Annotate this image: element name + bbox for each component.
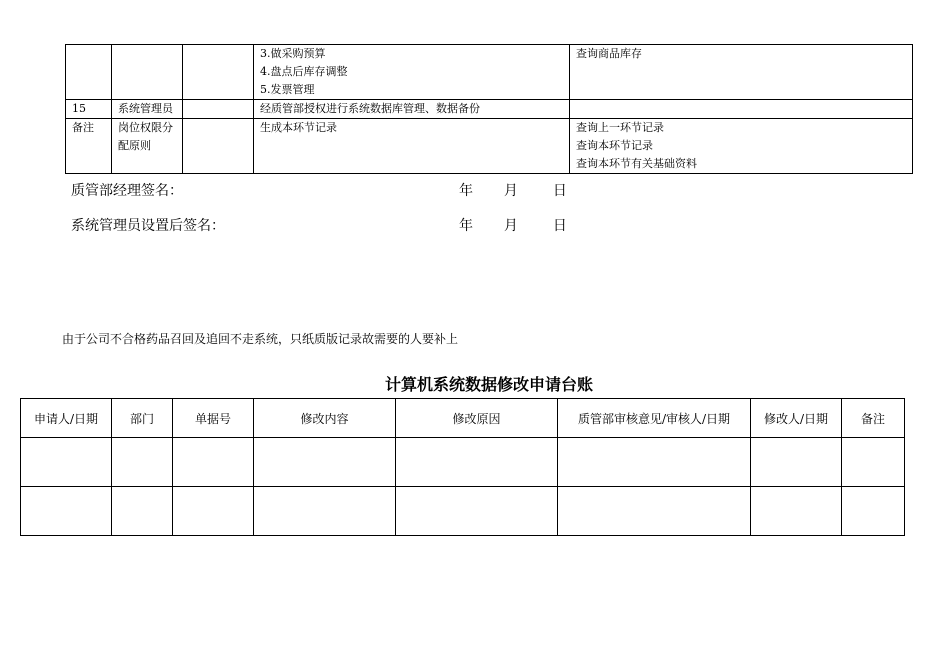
role-cell <box>112 45 183 100</box>
blank-cell <box>183 100 254 119</box>
blank-cell <box>183 119 254 174</box>
cell-line: 生成本环节记录 <box>260 121 337 134</box>
table-cell <box>396 438 558 487</box>
column-header: 修改原因 <box>396 399 558 438</box>
ledger-header-row <box>21 399 905 438</box>
cell-line: 配原则 <box>118 139 151 152</box>
duties-cell <box>254 100 570 119</box>
column-header: 修改内容 <box>254 399 396 438</box>
cell-line: 岗位权限分 <box>118 121 173 134</box>
column-header: 单据号 <box>173 399 254 438</box>
table-row <box>66 119 913 174</box>
qa-manager-signature-label: 质管部经理签名： <box>71 183 183 199</box>
row-number-cell: 15 <box>66 100 112 119</box>
table-cell <box>751 438 842 487</box>
row-number-cell: 备注 <box>66 119 112 174</box>
blank-cell <box>183 45 254 100</box>
cell-line: 查询上一环节记录 <box>576 121 664 134</box>
table-cell <box>396 487 558 536</box>
column-header: 质管部审核意见/审核人/日期 <box>558 399 751 438</box>
table-cell <box>173 438 254 487</box>
table-cell <box>842 438 905 487</box>
recall-note: 由于公司不合格药品召回及追回不走系统，只纸质版记录故需要的人要补上 <box>62 332 459 346</box>
table-cell <box>21 487 112 536</box>
table-cell <box>112 487 173 536</box>
table-cell <box>21 438 112 487</box>
query-permissions-cell <box>570 100 913 119</box>
table-cell <box>254 438 396 487</box>
table-cell <box>558 487 751 536</box>
qa-manager-signature-date <box>459 180 567 200</box>
cell-line: 3.做采购预算 <box>260 47 326 60</box>
year-label: 年 <box>459 218 473 234</box>
permission-table <box>65 44 913 174</box>
cell-line: 查询本环节有关基础资料 <box>576 157 697 170</box>
query-permissions-cell <box>570 119 913 174</box>
table-cell <box>751 487 842 536</box>
table-row <box>21 487 905 536</box>
year-label: 年 <box>459 183 473 199</box>
cell-line: 查询商品库存 <box>576 47 642 60</box>
cell-line: 经质管部授权进行系统数据库管理、数据备份 <box>260 102 480 115</box>
row-number-cell <box>66 45 112 100</box>
table-cell <box>842 487 905 536</box>
cell-line: 5.发票管理 <box>260 83 315 96</box>
cell-line: 查询本环节记录 <box>576 139 653 152</box>
table-cell <box>254 487 396 536</box>
ledger-title: 计算机系统数据修改申请台账 <box>385 375 594 394</box>
sysadmin-signature-label: 系统管理员设置后签名： <box>71 218 225 234</box>
table-cell <box>112 438 173 487</box>
sysadmin-signature-date <box>459 215 567 235</box>
cell-line: 系统管理员 <box>118 102 173 115</box>
duties-cell <box>254 45 570 100</box>
column-header: 部门 <box>112 399 173 438</box>
role-cell <box>112 100 183 119</box>
table-row <box>21 438 905 487</box>
month-label: 月 <box>503 183 518 199</box>
table-row <box>66 45 913 100</box>
month-label: 月 <box>503 218 518 234</box>
cell-line: 4.盘点后库存调整 <box>260 65 348 78</box>
day-label: 日 <box>552 218 567 234</box>
duties-cell <box>254 119 570 174</box>
column-header: 修改人/日期 <box>751 399 842 438</box>
day-label: 日 <box>552 183 567 199</box>
column-header: 申请人/日期 <box>21 399 112 438</box>
table-cell <box>558 438 751 487</box>
role-cell <box>112 119 183 174</box>
modification-ledger-table <box>20 398 905 536</box>
column-header: 备注 <box>842 399 905 438</box>
table-row <box>66 100 913 119</box>
table-cell <box>173 487 254 536</box>
query-permissions-cell <box>570 45 913 100</box>
